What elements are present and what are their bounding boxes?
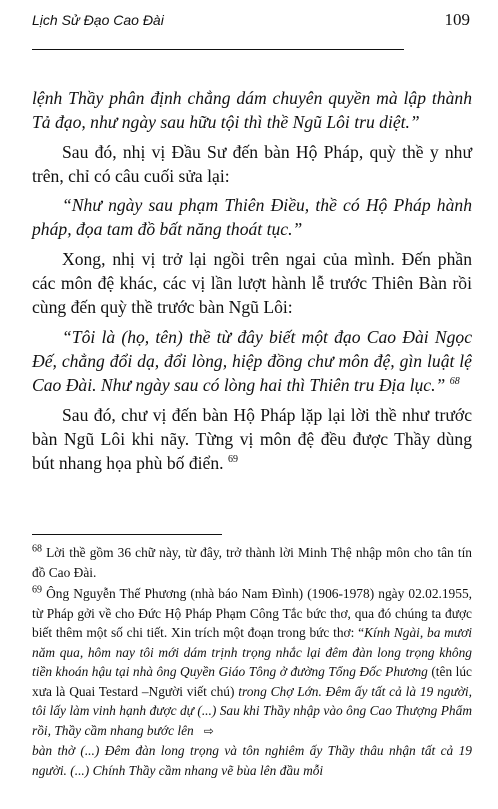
header-divider — [32, 49, 404, 50]
oath-quote-paragraph — [32, 325, 472, 398]
footnotes — [32, 543, 472, 780]
footnote-69 — [32, 584, 472, 780]
running-header-title: Lịch Sử Đạo Cao Đài — [32, 12, 164, 28]
footnote-68 — [32, 543, 472, 582]
paragraph: Sau đó, nhị vị Đầu Sư đến bàn Hộ Pháp, quỳ thề y như trên, chỉ có câu cuối sửa lại: — [32, 141, 472, 186]
footnote-number: 69 — [32, 584, 42, 596]
footnote-quote: trong Chợ Lớn. Đêm ấy tất cả là 19 người, tôi lấy làm vinh hạnh được dự (...) Sau khi Thầy nhập vào ông Cao Thượng Phẩm rồi, Thầy cầm nhang bước lên — [32, 683, 472, 738]
footnote-note: (tên lúc xưa là Quai Testard –Người viết chú) — [32, 664, 472, 699]
quote-paragraph: “Như ngày sau phạm Thiên Điều, thề có Hộ Pháp hành pháp, đọa tam đồ bất năng thoát tục.” — [32, 195, 472, 240]
page-number: 109 — [444, 10, 470, 29]
paragraph: Xong, nhị vị trở lại ngồi trên ngai của mình. Đến phần các môn đệ khác, các vị lần lượt hành lễ trước Thiên Bàn rồi cùng đến quỳ thề trước bàn Ngũ Lôi: — [32, 248, 472, 318]
footnote-divider — [32, 534, 222, 535]
oath-quote-text: “Tôi là (họ, tên) thề từ đây biết một đạo Cao Đài Ngọc Đế, chẳng đổi dạ, đổi lòng, hiệp đồng chư môn đệ, gìn luật lệ Cao Đài. Như ngày sau có lòng hai thì Thiên tru Địa lục.” — [32, 326, 472, 396]
footnote-quote: bàn thờ (...) Đêm đàn long trọng và tôn nghiêm ấy Thầy thâu nhận tất cả 19 người. (...) Chính Thầy cầm nhang vẽ bùa lên đầu mỗi — [32, 743, 472, 778]
main-text — [32, 86, 472, 475]
paragraph-text: Sau đó, chư vị đến bàn Hộ Pháp lặp lại lời thề như trước bàn Ngũ Lôi khi nãy. Từng vị môn đệ đều được Thầy dùng bút nhang họa phù bố điển. — [32, 404, 472, 474]
footnote-text: Ông Nguyễn Thế Phương (nhà báo Nam Đình) (1906-1978) ngày 02.02.1955, từ Pháp gởi về cho Đức Hộ Pháp Phạm Công Tắc bức thơ, qua đó chúng ta được biết thêm một số chi tiết. Xin trích một đoạn trong bức thơ: “ — [32, 586, 472, 640]
quote-continuation-paragraph: lệnh Thầy phân định chẳng dám chuyên quyền mà lập thành Tả đạo, như ngày sau hữu tội thì thề Ngũ Lôi tru diệt.” — [32, 88, 472, 133]
footnote-text: Lời thề gồm 36 chữ này, từ đây, trở thành lời Minh Thệ nhập môn cho tân tín đồ Cao Đài. — [32, 545, 472, 580]
footnote-ref-69: 69 — [227, 454, 238, 466]
continue-arrow-icon: ⇨ — [203, 723, 214, 738]
footnote-ref-68: 68 — [449, 376, 460, 388]
paragraph — [32, 403, 472, 476]
footnote-quote: Kính Ngài, ba mươi năm qua, hôm nay tôi mới dám trịnh trọng nhắc lại đêm đàn long trọng không tiền khoán hậu tại nhà ông Quyền Giáo Tông ở đường Tổng Đốc Phương — [32, 625, 472, 679]
footnote-number: 68 — [32, 543, 42, 555]
